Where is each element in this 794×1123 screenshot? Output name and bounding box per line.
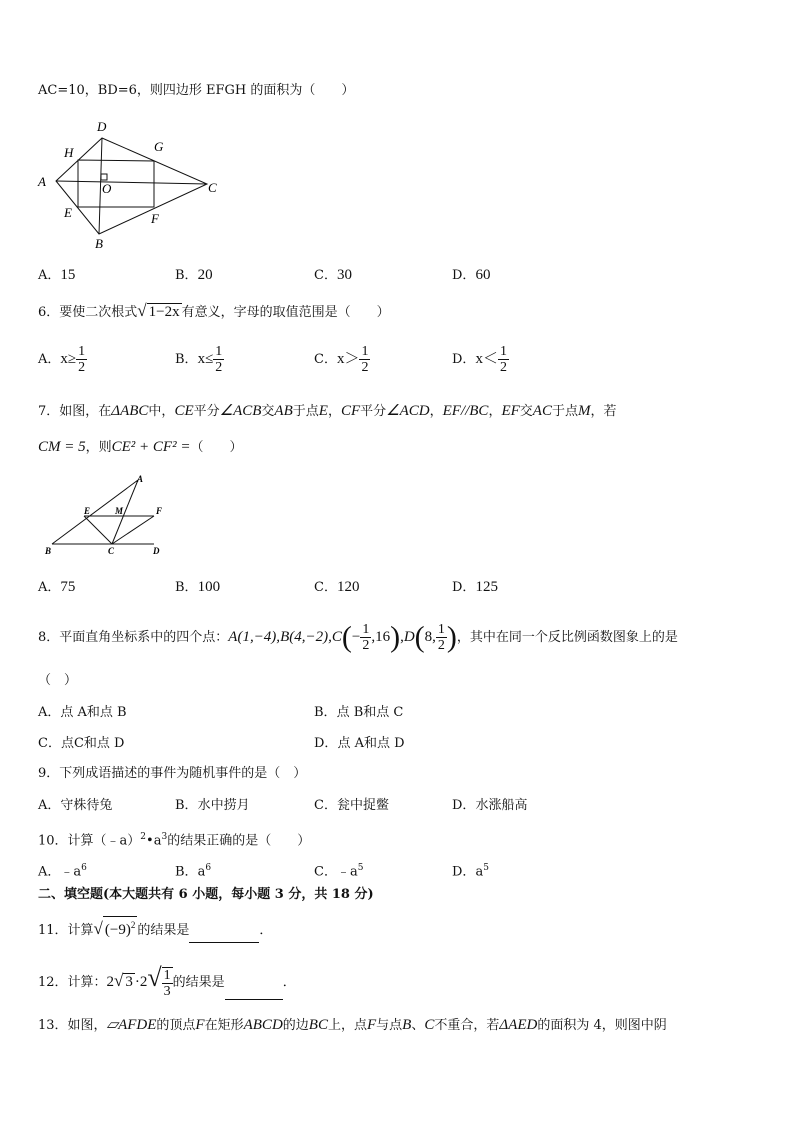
q10-stem: 10．计算$(﹣a)^2•a^3$的结果正确的是（ ） <box>38 832 311 849</box>
q9-option-a: A．守株待兔 <box>38 798 113 813</box>
q6-option-d: D．x＜ $\frac{1}{2}$ <box>452 344 507 375</box>
q9-option-c: C．瓮中捉鳖 <box>314 798 389 813</box>
q7-option-b: B．100 <box>175 579 221 595</box>
q8-stem: 8．平面直角坐标系中的四个点：A(1,−4),B(4,−2),C(− $\frac{1}{2}$ ,16),D(8, $\frac{1}{2}$ )，其中在同一个反比例函数图象上的是 <box>38 620 678 654</box>
q8-paren: （ ） <box>38 673 78 688</box>
q7-stem-line1: 7．如图，在ΔABC中，CE平分∠ACB交AB于点E，CF平分∠ACD，EF//BC，EF交AC于点M，若 <box>38 403 617 419</box>
label-h: H <box>64 145 74 160</box>
q13-stem: 13．如图，▱AFDE的顶点F在矩形ABCD的边BC上，点F与点B、C不重合，若ΔAED的面积为 4，则图中阴 <box>38 1017 667 1033</box>
q7-option-d: D．125 <box>452 579 498 595</box>
q6-option-b: B．x≤ $\frac{1}{2}$ <box>175 344 223 375</box>
label-f: F <box>151 211 159 226</box>
q6-option-a: A．x≥ $\frac{1}{2}$ <box>38 344 86 375</box>
q9-stem: 9．下列成语描述的事件为随机事件的是（ ） <box>38 766 307 781</box>
label-b7: B <box>45 546 52 556</box>
label-e: E <box>64 205 72 220</box>
line-cf <box>112 516 154 544</box>
label-d7: D <box>153 546 160 556</box>
q7-stem-line2: CM = 5，则CE² + CF² =（ ） <box>38 439 243 455</box>
label-d: D <box>97 119 107 134</box>
q11-stem: 11．计算√ $(-9)^2$ 的结果是 ． <box>38 916 272 943</box>
q12-answer-blank[interactable] <box>225 967 283 1000</box>
label-c: C <box>208 180 217 195</box>
q7-option-a: A．75 <box>38 579 76 595</box>
section2-heading: 二、填空题(本大题共有 6 小题，每小题 3 分，共 18 分) <box>38 887 374 902</box>
q10-option-a: A．$﹣a^6$ <box>38 863 87 880</box>
q12-stem: 12．计算：2√ 3 ·2√ $\frac{1}{3}$ 的结果是 ． <box>38 963 296 999</box>
rect-efgh <box>78 160 154 207</box>
line-ce <box>84 516 112 544</box>
q5-option-c: C．30 <box>314 267 352 283</box>
q5-option-b: B．20 <box>175 267 213 283</box>
q9-option-b: B．水中捞月 <box>175 798 250 813</box>
q10-option-d: D．$a^5$ <box>452 863 489 880</box>
label-a: A <box>38 174 46 189</box>
label-a7: A <box>137 474 144 484</box>
label-f7: F <box>156 506 163 516</box>
label-b: B <box>95 236 103 251</box>
q8-option-c: C．点C和点 D <box>38 736 125 751</box>
label-g: G <box>154 139 164 154</box>
q6-stem: 6．要使二次根式√ 1−2x 有意义，字母的取值范围是（ ） <box>38 301 390 320</box>
diag-ac <box>56 181 207 184</box>
q6-radicand: 1−2x <box>148 304 180 320</box>
right-angle-mark <box>101 174 107 180</box>
q10-option-b: B．$a^6$ <box>175 863 212 880</box>
q11-answer-blank[interactable] <box>189 920 259 943</box>
q5-option-d: D．60 <box>452 267 491 283</box>
q7-option-c: C．120 <box>314 579 360 595</box>
q9-option-d: D．水涨船高 <box>452 798 528 813</box>
q8-option-d: D．点 A和点 D <box>314 736 405 751</box>
q7-figure <box>40 472 180 558</box>
label-c7: C <box>108 546 115 556</box>
q8-option-a: A．点 A和点 B <box>38 705 127 720</box>
quad-abcd <box>56 138 207 234</box>
label-o: O <box>102 181 112 196</box>
q5-option-a: A．15 <box>38 267 76 283</box>
q5-figure <box>34 116 224 254</box>
q8-option-b: B．点 B和点 C <box>314 705 404 720</box>
label-e7: E <box>84 506 91 516</box>
label-m7: M <box>115 506 124 516</box>
q10-option-c: C．$﹣a^5$ <box>314 863 364 880</box>
q6-option-c: C．x＞ $\frac{1}{2}$ <box>314 344 369 375</box>
q5-stem: AC=10，BD=6，则四边形 EFGH 的面积为（ ） <box>38 83 355 98</box>
